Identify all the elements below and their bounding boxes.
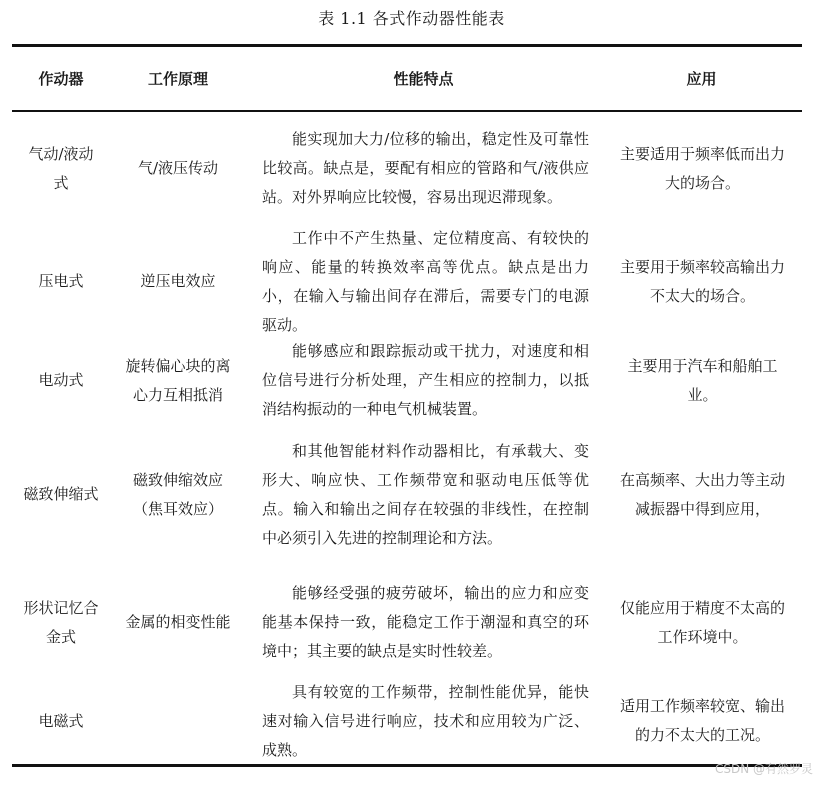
cell-application: 主要适用于频率低而出力大的场合。 — [619, 144, 785, 192]
header-principle: 工作原理 — [147, 70, 208, 88]
table-row — [12, 679, 802, 763]
table-row — [12, 338, 802, 423]
cell-actuator: 形状记忆合金式 — [23, 598, 99, 646]
table-row — [12, 423, 802, 566]
cell-actuator: 磁致伸缩式 — [23, 485, 99, 503]
table-row — [12, 225, 802, 338]
table-row — [12, 112, 802, 225]
header-application: 应用 — [686, 70, 717, 88]
cell-application: 主要用于汽车和船舶工业。 — [627, 356, 778, 404]
cell-features: 能实现加大力/位移的输出，稳定性及可靠性比较高。缺点是，要配有相应的管路和气/液供应站。对外界响应比较慢，容易出现迟滞现象。 — [262, 130, 589, 206]
cell-principle: 旋转偏心块的离心力互相抵消 — [125, 356, 231, 404]
cell-application: 仅能应用于精度不太高的工作环境中。 — [619, 598, 785, 646]
cell-actuator: 气动/液动式 — [28, 144, 94, 192]
cell-actuator: 压电式 — [38, 272, 84, 290]
cell-application: 主要用于频率较高输出力不太大的场合。 — [619, 257, 785, 305]
cell-actuator: 电动式 — [38, 371, 84, 389]
cell-features: 能够感应和跟踪振动或干扰力，对速度和相位信号进行分析处理，产生相应的控制力，以抵消结构振动的一种电气机械装置。 — [262, 342, 589, 418]
cell-features: 工作中不产生热量、定位精度高、有较快的响应、能量的转换效率高等优点。缺点是出力小，在输入与输出间存在滞后，需要专门的电源驱动。 — [262, 228, 589, 334]
table-caption: 表 1.1 各式作动器性能表 — [318, 9, 505, 28]
watermark: CSDN @有然罗灵 — [714, 762, 813, 776]
cell-application: 在高频率、大出力等主动减振器中得到应用， — [619, 470, 785, 518]
actuator-performance-table — [12, 47, 802, 759]
table-row — [12, 566, 802, 679]
cell-actuator: 电磁式 — [38, 711, 84, 730]
table-header-row — [12, 47, 802, 110]
cell-application: 适用工作频率较宽、输出的力不太大的工况。 — [619, 697, 785, 744]
cell-principle: 气/液压传动 — [137, 159, 219, 177]
header-actuator: 作动器 — [38, 70, 84, 88]
header-features: 性能特点 — [393, 70, 454, 88]
cell-features: 能够经受强的疲劳破坏，输出的应力和应变能基本保持一致，能稳定工作于潮湿和真空的环境中；其主要的缺点是实时性较差。 — [262, 584, 589, 660]
table-body — [12, 112, 802, 763]
cell-features: 具有较宽的工作频带，控制性能优异，能快速对输入信号进行响应，技术和应用较为广泛、成熟。 — [262, 682, 589, 759]
cell-principle: 金属的相变性能 — [125, 613, 231, 631]
cell-principle: 磁致伸缩效应（焦耳效应） — [132, 470, 223, 518]
cell-principle: 逆压电效应 — [140, 272, 216, 290]
cell-features: 和其他智能材料作动器相比，有承载大、变形大、响应快、工作频带宽和驱动电压低等优点。输入和输出之间存在较强的非线性，在控制中必须引入先进的控制理论和方法。 — [262, 441, 589, 547]
